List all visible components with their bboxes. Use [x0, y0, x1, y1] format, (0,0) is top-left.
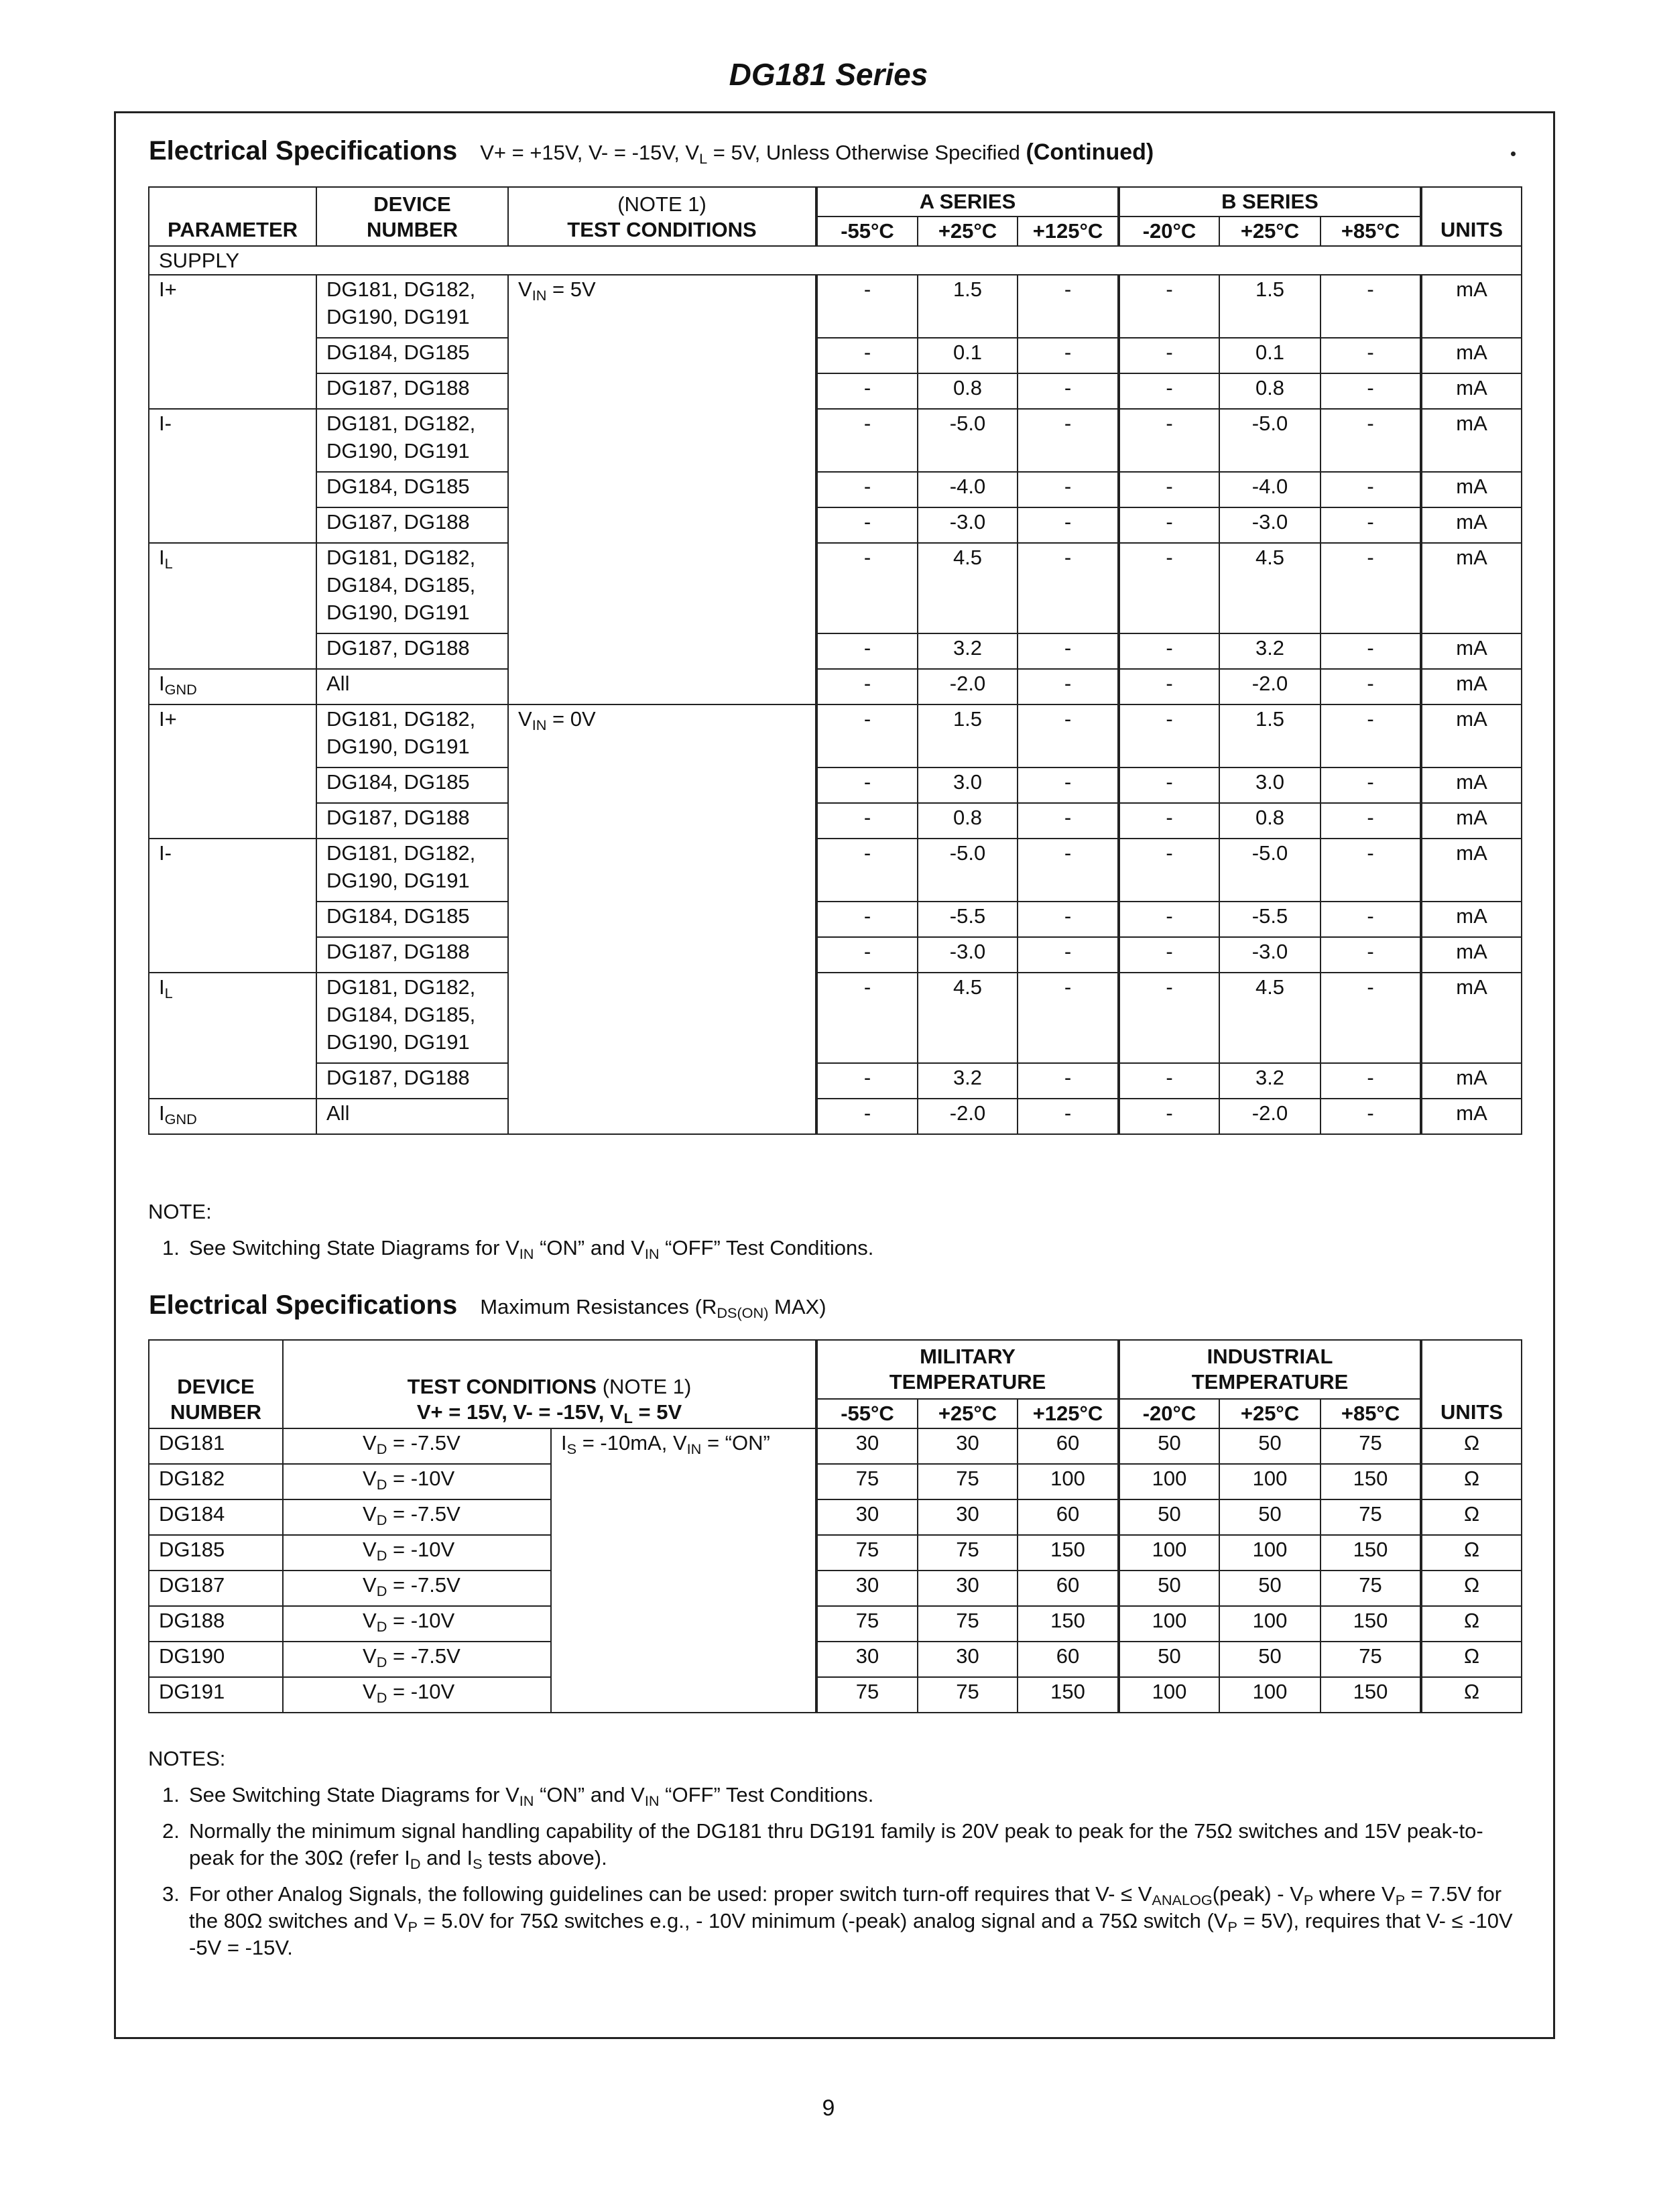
value-cell: -2.0 — [1219, 669, 1321, 704]
value-cell: - — [1119, 409, 1219, 472]
value-cell: - — [1018, 275, 1119, 338]
table-row — [149, 275, 1522, 338]
value-cell: - — [1321, 839, 1421, 902]
table-row — [149, 543, 1522, 633]
device-cell: DG184, DG185 — [316, 902, 508, 937]
device-cell: DG187, DG188 — [316, 1063, 508, 1099]
value-cell: 4.5 — [918, 973, 1018, 1063]
value-cell: 50 — [1219, 1428, 1321, 1464]
value-cell: 4.5 — [918, 543, 1018, 633]
device-cell: DG187, DG188 — [316, 373, 508, 409]
value-cell: -5.0 — [918, 839, 1018, 902]
value-cell: - — [1321, 507, 1421, 543]
value-cell: 30 — [918, 1428, 1018, 1464]
value-cell: - — [1321, 937, 1421, 973]
value-cell: - — [1018, 633, 1119, 669]
value-cell: 1.5 — [1219, 704, 1321, 767]
value-cell: - — [816, 839, 918, 902]
unit-cell: mA — [1421, 472, 1522, 507]
value-cell: -4.0 — [1219, 472, 1321, 507]
header-test-conditions: (NOTE 1) TEST CONDITIONS — [508, 187, 816, 246]
value-cell: 50 — [1219, 1571, 1321, 1606]
value-cell: - — [816, 973, 918, 1063]
value-cell: - — [816, 669, 918, 704]
param-cell: I+ — [149, 704, 316, 839]
table-row — [149, 1464, 1522, 1499]
page-title: DG181 Series — [729, 57, 928, 92]
header-temp-2: +25°C — [918, 1399, 1018, 1428]
value-cell: 3.2 — [918, 633, 1018, 669]
unit-cell: mA — [1421, 669, 1522, 704]
page-number: 9 — [822, 2095, 835, 2121]
value-cell: -4.0 — [918, 472, 1018, 507]
value-cell: 1.5 — [918, 704, 1018, 767]
table-row — [149, 373, 1522, 409]
device-cell: DG184, DG185 — [316, 338, 508, 373]
table-row — [149, 1677, 1522, 1713]
value-cell: - — [1119, 767, 1219, 803]
value-cell: 75 — [918, 1464, 1018, 1499]
table-row — [149, 839, 1522, 902]
value-cell: - — [1321, 338, 1421, 373]
value-cell: - — [1119, 543, 1219, 633]
unit-cell: mA — [1421, 973, 1522, 1063]
value-cell: - — [1119, 472, 1219, 507]
value-cell: -2.0 — [918, 669, 1018, 704]
header-temp-1: -55°C — [816, 1399, 918, 1428]
value-cell: - — [1018, 803, 1119, 839]
table-row — [149, 1428, 1522, 1464]
value-cell: -3.0 — [1219, 507, 1321, 543]
device-cell: DG184, DG185 — [316, 767, 508, 803]
header-units: UNITS — [1421, 187, 1522, 246]
value-cell: 75 — [918, 1677, 1018, 1713]
table-row — [149, 1606, 1522, 1642]
value-cell: 150 — [1018, 1606, 1119, 1642]
param-cell: I- — [149, 839, 316, 973]
device-cell: DG184 — [149, 1499, 283, 1535]
value-cell: - — [1321, 472, 1421, 507]
value-cell: 60 — [1018, 1571, 1119, 1606]
unit-cell: mA — [1421, 633, 1522, 669]
value-cell: 75 — [1321, 1642, 1421, 1677]
unit-cell: Ω — [1421, 1642, 1522, 1677]
value-cell: - — [816, 409, 918, 472]
header-b-series: B SERIES — [1119, 187, 1421, 217]
header-device-number: DEVICE NUMBER — [316, 187, 508, 246]
spec1-note-1: 1. See Switching State Diagrams for $V_{IN}$ “ON” and $V_{IN}$ “OFF” Test Conditions. — [162, 1236, 874, 1262]
test-condition-cell: $V_{IN} = 5V$ — [508, 275, 816, 704]
value-cell: 0.8 — [1219, 803, 1321, 839]
value-cell: - — [1321, 803, 1421, 839]
device-cell: DG181, DG182, DG184, DG185, DG190, DG191 — [316, 543, 508, 633]
value-cell: 75 — [918, 1535, 1018, 1571]
param-cell: $I_L$ — [149, 543, 316, 669]
value-cell: - — [1018, 472, 1119, 507]
value-cell: 4.5 — [1219, 973, 1321, 1063]
header-temp-5: +25°C — [1219, 217, 1321, 246]
value-cell: - — [816, 1063, 918, 1099]
value-cell: 60 — [1018, 1428, 1119, 1464]
value-cell: 3.2 — [1219, 1063, 1321, 1099]
value-cell: 50 — [1119, 1642, 1219, 1677]
value-cell: -3.0 — [918, 937, 1018, 973]
device-cell: DG182 — [149, 1464, 283, 1499]
value-cell: 100 — [1119, 1535, 1219, 1571]
value-cell: -5.5 — [1219, 902, 1321, 937]
value-cell: - — [1119, 839, 1219, 902]
value-cell: - — [1321, 373, 1421, 409]
value-cell: 100 — [1219, 1464, 1321, 1499]
unit-cell: mA — [1421, 543, 1522, 633]
table-row — [149, 767, 1522, 803]
value-cell: - — [1321, 669, 1421, 704]
supply-spec-table — [148, 186, 1522, 1135]
spec2-note-3: 3. For other Analog Signals, the following guidelines can be used: proper switch turn-off requires that $V- \le V_{ANALOG}(peak) - V_P$ where $V_P = 7.5V$ for the 80Ω switches and $V_P = 5.0V$ for 75Ω switches e.g., - 10V minimum (-peak) analog signal and a 75Ω switch $(V_P = 5V)$, requires that V- ≤ -10V -5V = -15V. — [162, 1882, 1513, 1959]
header2-industrial: INDUSTRIAL TEMPERATURE — [1119, 1340, 1421, 1399]
unit-cell: mA — [1421, 1063, 1522, 1099]
value-cell: - — [816, 275, 918, 338]
table-row — [149, 1099, 1522, 1134]
unit-cell: Ω — [1421, 1464, 1522, 1499]
device-cell: DG181, DG182, DG184, DG185, DG190, DG191 — [316, 973, 508, 1063]
value-cell: 100 — [1119, 1677, 1219, 1713]
unit-cell: Ω — [1421, 1535, 1522, 1571]
unit-cell: mA — [1421, 338, 1522, 373]
unit-cell: mA — [1421, 937, 1522, 973]
table-row — [149, 633, 1522, 669]
value-cell: 60 — [1018, 1642, 1119, 1677]
table-row — [149, 1535, 1522, 1571]
param-cell: $I_L$ — [149, 973, 316, 1099]
device-cell: DG187, DG188 — [316, 803, 508, 839]
header-temp-3: +125°C — [1018, 1399, 1119, 1428]
vd-condition-cell: $V_D = -7.5V$ — [283, 1571, 551, 1606]
value-cell: 150 — [1018, 1535, 1119, 1571]
value-cell: 100 — [1219, 1677, 1321, 1713]
value-cell: 0.8 — [918, 373, 1018, 409]
value-cell: - — [1119, 803, 1219, 839]
header2-military: MILITARY TEMPERATURE — [816, 1340, 1119, 1399]
value-cell: - — [816, 338, 918, 373]
unit-cell: mA — [1421, 409, 1522, 472]
value-cell: - — [1119, 902, 1219, 937]
spec1-conditions: V+ = +15V, V- = -15V, $V_L = 5V$, Unless Otherwise Specified (Continued) — [480, 139, 1154, 167]
spec1-title: Electrical Specifications — [149, 136, 458, 166]
device-cell: DG190 — [149, 1642, 283, 1677]
spec1-note-label: NOTE: — [148, 1200, 212, 1223]
scan-dot — [1511, 151, 1516, 156]
value-cell: - — [816, 1099, 918, 1134]
value-cell: -5.5 — [918, 902, 1018, 937]
header-temp-6: +85°C — [1321, 217, 1421, 246]
test-condition-cell: $V_{IN} = 0V$ — [508, 704, 816, 1134]
device-cell: DG185 — [149, 1535, 283, 1571]
header-parameter: PARAMETER — [149, 187, 316, 246]
spec2-heading — [149, 1290, 826, 1320]
unit-cell: mA — [1421, 373, 1522, 409]
value-cell: 75 — [1321, 1428, 1421, 1464]
value-cell: 100 — [1119, 1606, 1219, 1642]
value-cell: - — [1321, 1063, 1421, 1099]
value-cell: - — [816, 373, 918, 409]
table-row — [149, 669, 1522, 704]
device-cell: DG187, DG188 — [316, 633, 508, 669]
unit-cell: Ω — [1421, 1428, 1522, 1464]
value-cell: - — [1018, 507, 1119, 543]
spec2-note-2: 2. Normally the minimum signal handling capability of the DG181 thru DG191 family is 20V peak to peak for the 75Ω switches and 15V peak-to-peak for the 30Ω (refer $I_D$ and $I_S$ tests above). — [162, 1819, 1483, 1872]
unit-cell: mA — [1421, 803, 1522, 839]
value-cell: 75 — [816, 1677, 918, 1713]
value-cell: -2.0 — [1219, 1099, 1321, 1134]
value-cell: - — [1321, 973, 1421, 1063]
device-cell: DG181, DG182, DG190, DG191 — [316, 704, 508, 767]
value-cell: - — [1018, 1063, 1119, 1099]
table-row — [149, 338, 1522, 373]
spec1-heading — [149, 136, 1154, 166]
value-cell: 3.2 — [918, 1063, 1018, 1099]
spec2-title: Electrical Specifications — [149, 1290, 458, 1320]
vd-condition-cell: $V_D = -10V$ — [283, 1464, 551, 1499]
value-cell: - — [1119, 937, 1219, 973]
value-cell: 50 — [1219, 1499, 1321, 1535]
unit-cell: mA — [1421, 767, 1522, 803]
table-row — [149, 1642, 1522, 1677]
value-cell: - — [1119, 1063, 1219, 1099]
value-cell: - — [816, 507, 918, 543]
value-cell: - — [1321, 409, 1421, 472]
value-cell: - — [1321, 275, 1421, 338]
param-cell: $I_{GND}$ — [149, 1099, 316, 1134]
value-cell: 30 — [816, 1642, 918, 1677]
value-cell: -3.0 — [918, 507, 1018, 543]
table-row — [149, 902, 1522, 937]
value-cell: - — [1018, 338, 1119, 373]
value-cell: 75 — [816, 1535, 918, 1571]
vd-condition-cell: $V_D = -10V$ — [283, 1535, 551, 1571]
table-row — [149, 704, 1522, 767]
is-condition-cell: $I_S = -10mA$, $V_{IN}$ = “ON” — [551, 1428, 816, 1713]
vd-condition-cell: $V_D = -7.5V$ — [283, 1499, 551, 1535]
value-cell: - — [1119, 973, 1219, 1063]
value-cell: - — [1018, 937, 1119, 973]
value-cell: - — [1321, 543, 1421, 633]
param-cell: $I_{GND}$ — [149, 669, 316, 704]
value-cell: 30 — [918, 1642, 1018, 1677]
value-cell: - — [1018, 373, 1119, 409]
value-cell: 60 — [1018, 1499, 1119, 1535]
value-cell: - — [816, 472, 918, 507]
spec2-notes-label: NOTES: — [148, 1747, 226, 1770]
value-cell: - — [1321, 767, 1421, 803]
value-cell: 3.0 — [918, 767, 1018, 803]
param-cell: I+ — [149, 275, 316, 409]
table-row — [149, 1499, 1522, 1535]
value-cell: 150 — [1321, 1535, 1421, 1571]
value-cell: - — [1018, 1099, 1119, 1134]
value-cell: -3.0 — [1219, 937, 1321, 973]
device-cell: DG191 — [149, 1677, 283, 1713]
header-a-series: A SERIES — [816, 187, 1119, 217]
value-cell: 3.2 — [1219, 633, 1321, 669]
value-cell: - — [816, 704, 918, 767]
value-cell: 100 — [1119, 1464, 1219, 1499]
value-cell: 0.1 — [918, 338, 1018, 373]
vd-condition-cell: $V_D = -10V$ — [283, 1606, 551, 1642]
header2-device-number: DEVICE NUMBER — [149, 1340, 283, 1428]
value-cell: - — [816, 767, 918, 803]
value-cell: - — [1321, 1099, 1421, 1134]
value-cell: - — [1321, 902, 1421, 937]
value-cell: - — [1018, 839, 1119, 902]
device-cell: DG181, DG182, DG190, DG191 — [316, 839, 508, 902]
value-cell: - — [1321, 633, 1421, 669]
vd-condition-cell: $V_D = -10V$ — [283, 1677, 551, 1713]
table-row — [149, 1063, 1522, 1099]
header-temp-4: -20°C — [1119, 1399, 1219, 1428]
value-cell: 30 — [816, 1499, 918, 1535]
table-row — [149, 803, 1522, 839]
device-cell: DG187, DG188 — [316, 937, 508, 973]
value-cell: - — [1119, 275, 1219, 338]
value-cell: 0.8 — [1219, 373, 1321, 409]
value-cell: - — [1018, 543, 1119, 633]
value-cell: 30 — [816, 1428, 918, 1464]
table-row — [149, 472, 1522, 507]
device-cell: All — [316, 669, 508, 704]
header-temp-2: +25°C — [918, 217, 1018, 246]
value-cell: - — [816, 902, 918, 937]
header2-units: UNITS — [1421, 1340, 1522, 1428]
value-cell: - — [1119, 1099, 1219, 1134]
header-temp-6: +85°C — [1321, 1399, 1421, 1428]
value-cell: 100 — [1219, 1535, 1321, 1571]
value-cell: -5.0 — [918, 409, 1018, 472]
vd-condition-cell: $V_D = -7.5V$ — [283, 1428, 551, 1464]
table-row — [149, 937, 1522, 973]
value-cell: - — [1018, 902, 1119, 937]
value-cell: 1.5 — [918, 275, 1018, 338]
value-cell: 0.8 — [918, 803, 1018, 839]
value-cell: 30 — [918, 1571, 1018, 1606]
value-cell: 75 — [1321, 1571, 1421, 1606]
section-supply: SUPPLY — [149, 246, 1522, 275]
value-cell: - — [1018, 409, 1119, 472]
vd-condition-cell: $V_D = -7.5V$ — [283, 1642, 551, 1677]
value-cell: 50 — [1119, 1428, 1219, 1464]
device-cell: DG187 — [149, 1571, 283, 1606]
unit-cell: mA — [1421, 902, 1522, 937]
value-cell: 75 — [918, 1606, 1018, 1642]
param-cell: I- — [149, 409, 316, 543]
value-cell: - — [1119, 338, 1219, 373]
header-temp-3: +125°C — [1018, 217, 1119, 246]
value-cell: 150 — [1018, 1677, 1119, 1713]
header-temp-4: -20°C — [1119, 217, 1219, 246]
value-cell: - — [1321, 704, 1421, 767]
value-cell: -5.0 — [1219, 409, 1321, 472]
device-cell: DG181, DG182, DG190, DG191 — [316, 409, 508, 472]
value-cell: - — [1018, 973, 1119, 1063]
header-temp-5: +25°C — [1219, 1399, 1321, 1428]
unit-cell: Ω — [1421, 1606, 1522, 1642]
unit-cell: mA — [1421, 704, 1522, 767]
value-cell: 1.5 — [1219, 275, 1321, 338]
header2-test-conditions: TEST CONDITIONS (NOTE 1) V+ = 15V, V- = -15V, $V_L = 5V$ — [283, 1340, 816, 1428]
value-cell: - — [1018, 704, 1119, 767]
table-row — [149, 1571, 1522, 1606]
value-cell: 50 — [1119, 1499, 1219, 1535]
unit-cell: Ω — [1421, 1677, 1522, 1713]
device-cell: DG181, DG182, DG190, DG191 — [316, 275, 508, 338]
table-row — [149, 507, 1522, 543]
table-row — [149, 409, 1522, 472]
value-cell: 0.1 — [1219, 338, 1321, 373]
value-cell: - — [1119, 373, 1219, 409]
value-cell: 75 — [816, 1464, 918, 1499]
spec2-subtitle: Maximum Resistances ($R_{DS(ON)}$ MAX) — [480, 1295, 826, 1321]
value-cell: - — [1018, 767, 1119, 803]
device-cell: DG184, DG185 — [316, 472, 508, 507]
value-cell: - — [816, 937, 918, 973]
value-cell: 30 — [918, 1499, 1018, 1535]
unit-cell: mA — [1421, 507, 1522, 543]
spec2-note-1: 1. See Switching State Diagrams for $V_{IN}$ “ON” and $V_{IN}$ “OFF” Test Conditions. — [162, 1783, 874, 1809]
unit-cell: Ω — [1421, 1571, 1522, 1606]
value-cell: -5.0 — [1219, 839, 1321, 902]
value-cell: 100 — [1018, 1464, 1119, 1499]
value-cell: 50 — [1119, 1571, 1219, 1606]
unit-cell: mA — [1421, 1099, 1522, 1134]
table-row — [149, 973, 1522, 1063]
value-cell: - — [816, 543, 918, 633]
unit-cell: mA — [1421, 839, 1522, 902]
value-cell: - — [1018, 669, 1119, 704]
unit-cell: mA — [1421, 275, 1522, 338]
value-cell: 75 — [816, 1606, 918, 1642]
value-cell: - — [1119, 507, 1219, 543]
value-cell: - — [816, 633, 918, 669]
value-cell: 75 — [1321, 1499, 1421, 1535]
value-cell: 4.5 — [1219, 543, 1321, 633]
value-cell: - — [1119, 704, 1219, 767]
value-cell: - — [816, 803, 918, 839]
unit-cell: Ω — [1421, 1499, 1522, 1535]
value-cell: 150 — [1321, 1464, 1421, 1499]
value-cell: - — [1119, 633, 1219, 669]
value-cell: 50 — [1219, 1642, 1321, 1677]
value-cell: - — [1119, 669, 1219, 704]
device-cell: DG181 — [149, 1428, 283, 1464]
value-cell: 100 — [1219, 1606, 1321, 1642]
value-cell: 30 — [816, 1571, 918, 1606]
value-cell: -2.0 — [918, 1099, 1018, 1134]
value-cell: 3.0 — [1219, 767, 1321, 803]
device-cell: All — [316, 1099, 508, 1134]
header-temp-1: -55°C — [816, 217, 918, 246]
resistance-spec-table — [148, 1339, 1522, 1713]
device-cell: DG187, DG188 — [316, 507, 508, 543]
value-cell: 150 — [1321, 1677, 1421, 1713]
value-cell: 150 — [1321, 1606, 1421, 1642]
device-cell: DG188 — [149, 1606, 283, 1642]
